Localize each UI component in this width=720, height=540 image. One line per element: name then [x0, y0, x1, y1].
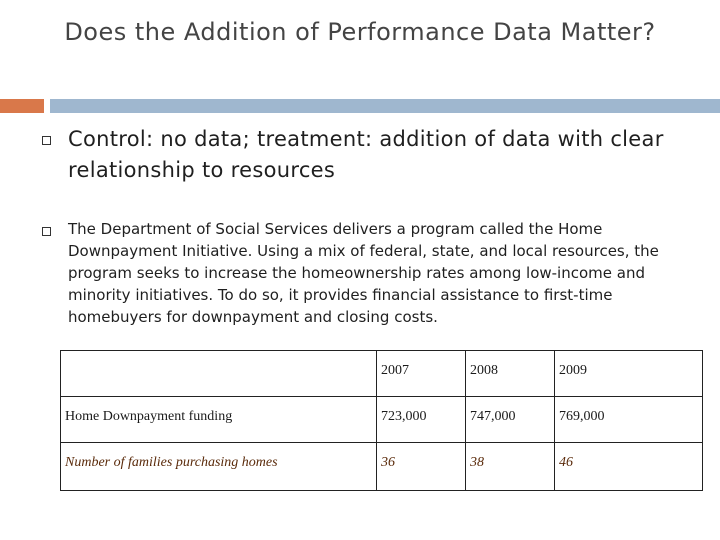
- hollow-square-bullet-icon: [42, 227, 51, 236]
- table-header-cell-2008: 2008: [466, 351, 555, 397]
- table-cell: 747,000: [466, 397, 555, 443]
- table-cell: 36: [377, 443, 466, 491]
- table-header-cell-2007: 2007: [377, 351, 466, 397]
- table-cell: 38: [466, 443, 555, 491]
- table-cell-row-label: Home Downpayment funding: [61, 397, 377, 443]
- table-cell: 769,000: [555, 397, 703, 443]
- table-header-row: [61, 351, 703, 397]
- table-header-cell-empty: [61, 351, 377, 397]
- table-header-cell-2009: 2009: [555, 351, 703, 397]
- table-row-funding: [61, 397, 703, 443]
- title-accent-bar-blue: [50, 99, 720, 113]
- table-cell: 723,000: [377, 397, 466, 443]
- hollow-square-bullet-icon: [42, 136, 51, 145]
- table-cell: 46: [555, 443, 703, 491]
- table-row-families: [61, 443, 703, 491]
- slide-title: Does the Addition of Performance Data Matter?: [64, 18, 656, 46]
- bullet-text-program-description: The Department of Social Services delivers a program called the Home Downpayment Initiative. Using a mix of federal, state, and local resources, the program seeks to increase the homeownership rates among low-income and minority initiatives. To do so, it provides financial assistance to first-time homebuyers for downpayment and closing costs.: [68, 220, 659, 326]
- table-cell-row-label: Number of families purchasing homes: [61, 443, 377, 491]
- title-accent-bar-orange: [0, 99, 44, 113]
- performance-data-table: [60, 350, 703, 491]
- bullet-text-control-treatment: Control: no data; treatment: addition of data with clear relationship to resources: [68, 127, 664, 182]
